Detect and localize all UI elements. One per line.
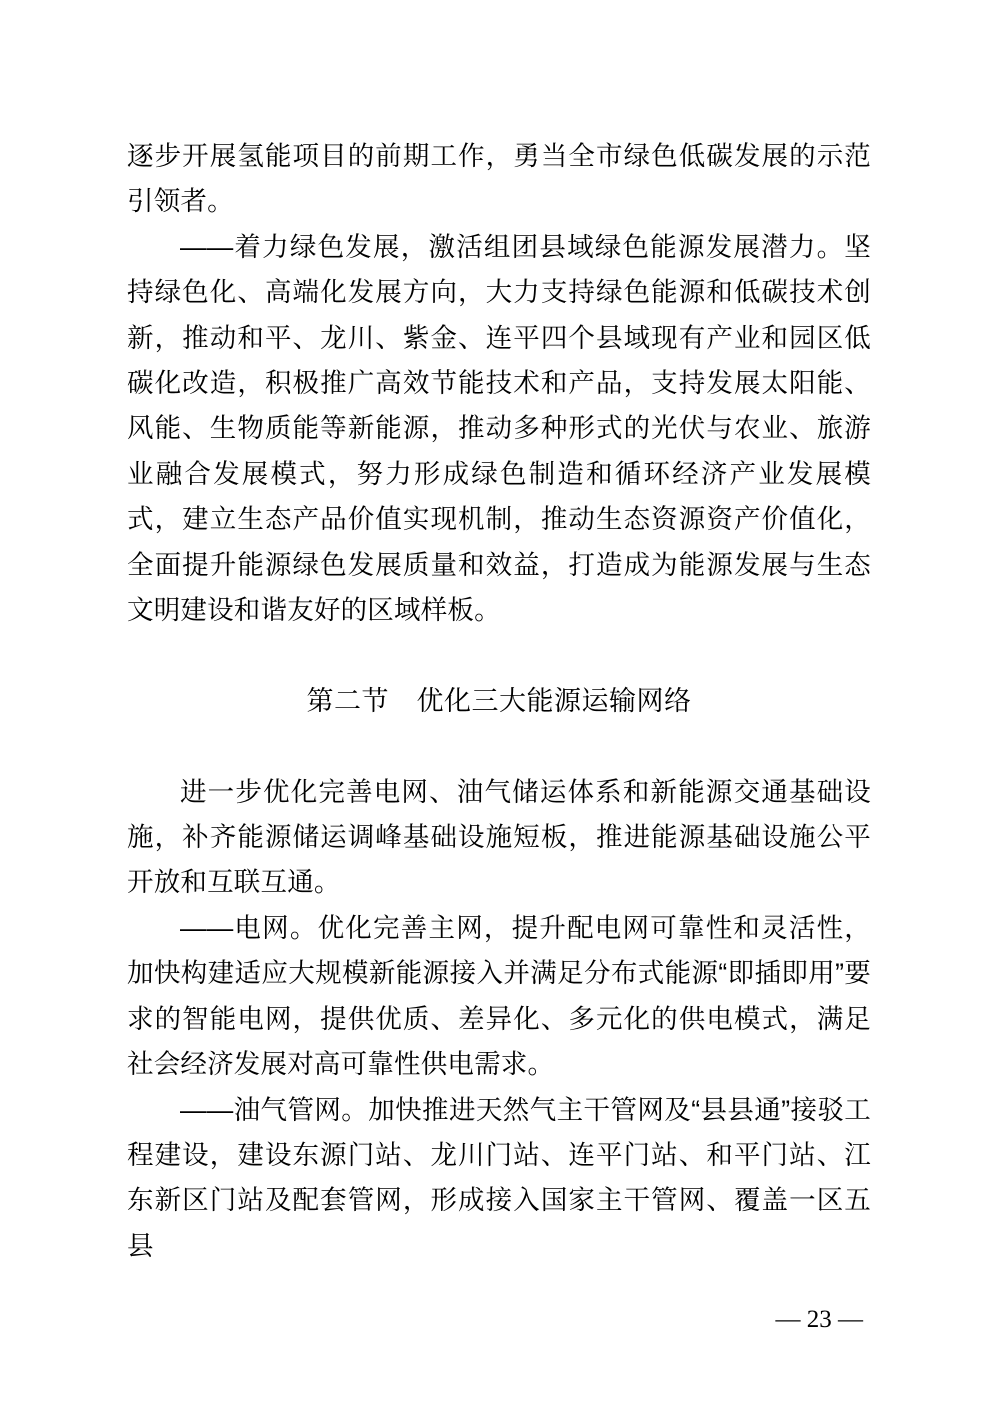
section-heading: 第二节 优化三大能源运输网络	[306, 685, 692, 716]
document-body	[127, 134, 871, 1269]
paragraph-green-development: ——着力绿色发展，激活组团县域绿色能源发展潜力。坚持绿色化、高端化发展方向，大力支持绿色能源和低碳技术创新，推动和平、龙川、紫金、连平四个县域现有产业和园区低碳化改造，积极推广高效节能技术和产品，支持发展太阳能、风能、生物质能等新能源，推动多种形式的光伏与农业、旅游业融合发展模式，努力形成绿色制造和循环经济产业发展模式，建立生态产品价值实现机制，推动生态资源资产价值化，全面提升能源绿色发展质量和效益，打造成为能源发展与生态文明建设和谐友好的区域样板。	[127, 231, 871, 626]
paragraph-power-grid: ——电网。优化完善主网，提升配电网可靠性和灵活性，加快构建适应大规模新能源接入并满足分布式能源“即插即用”要求的智能电网，提供优质、差异化、多元化的供电模式，满足社会经济发展对高可靠性供电需求。	[127, 912, 871, 1080]
paragraph-continued-from-previous-page: 逐步开展氢能项目的前期工作，勇当全市绿色低碳发展的示范引领者。	[127, 141, 871, 217]
paragraph-oil-gas-pipeline: ——油气管网。加快推进天然气主干管网及“县县通”接驳工程建设，建设东源门站、龙川门站、连平门站、和平门站、江东新区门站及配套管网，形成接入国家主干管网、覆盖一区五县	[127, 1094, 871, 1261]
page-number: — 23 —	[775, 1306, 863, 1333]
paragraph-section-intro: 进一步优化完善电网、油气储运体系和新能源交通基础设施，补齐能源储运调峰基础设施短板，推进能源基础设施公平开放和互联互通。	[127, 776, 871, 898]
